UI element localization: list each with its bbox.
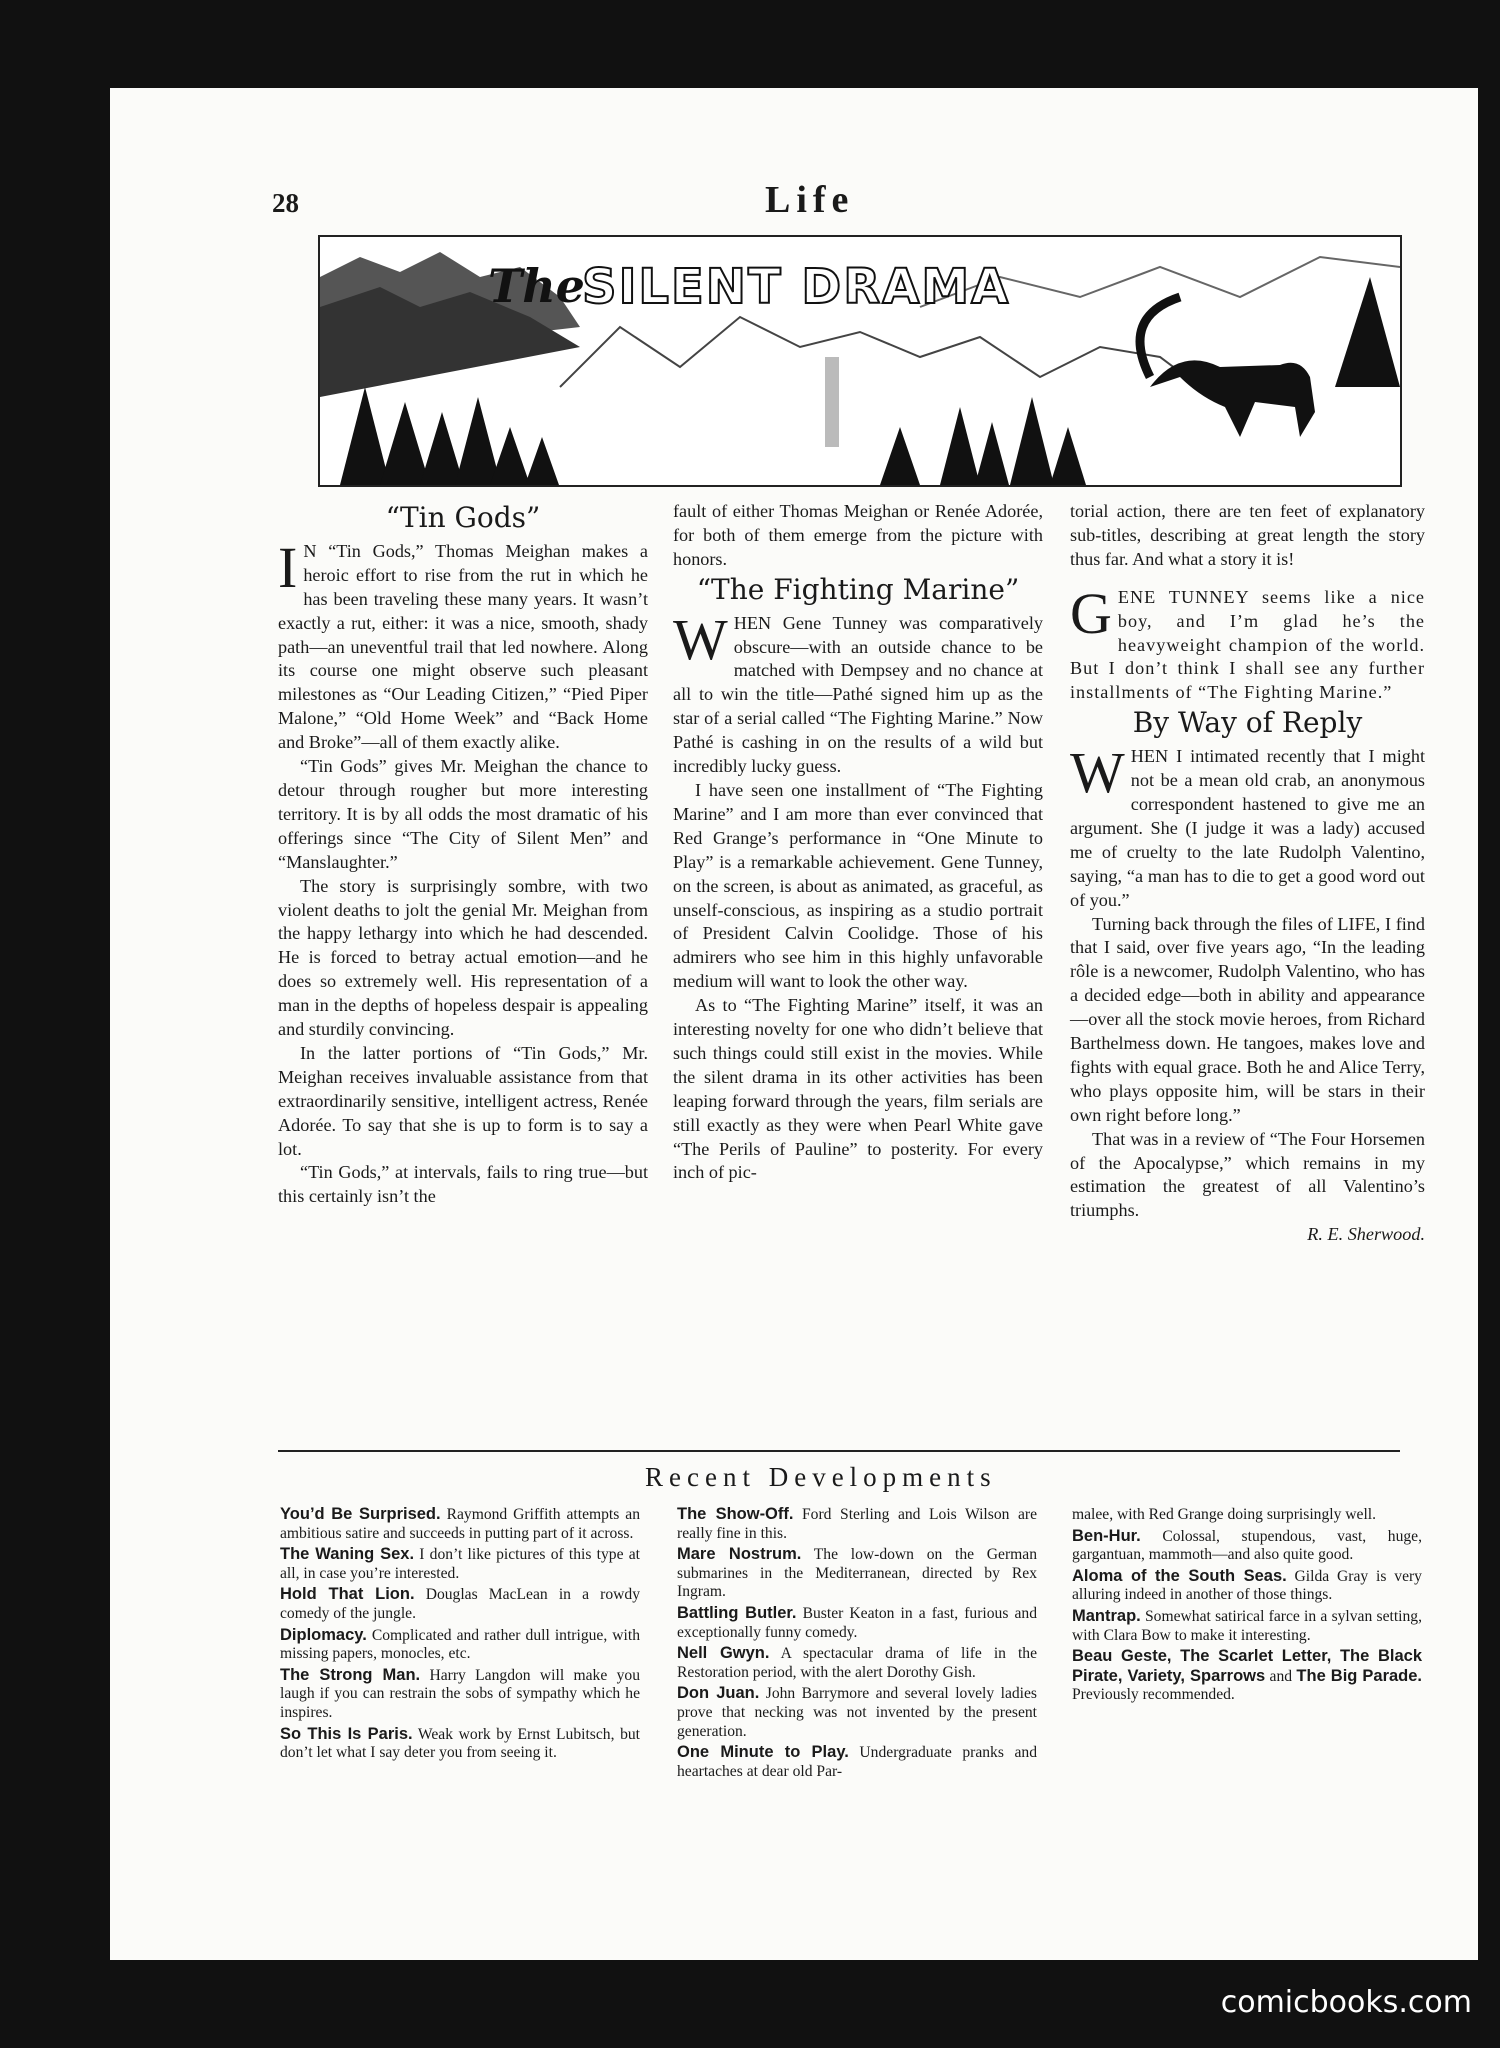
review-entry: Don Juan. John Barrymore and several lovely ladies prove that necking was not invented by the present generation. — [677, 1684, 1037, 1740]
review-entry: The Strong Man. Harry Langdon will make you laugh if you can restrain the sobs of sympathy which he inspires. — [280, 1665, 640, 1721]
paragraph: In the latter portions of “Tin Gods,” Mr. Meighan receives invaluable assistance from that extraordinarily sensitive, intelligent actress, Renée Adorée. To say that she is up to form is to say a lot. — [278, 1042, 648, 1159]
review-entry: Mare Nostrum. The low-down on the German submarines in the Mediterranean, directed by Rex Ingram. — [677, 1545, 1037, 1601]
review-entry: The Waning Sex. I don’t like pictures of this type at all, in case you’re interested. — [280, 1545, 640, 1582]
review-entry: Battling Butler. Buster Keaton in a fast, furious and exceptionally funny comedy. — [677, 1603, 1037, 1641]
author-signature: R. E. Sherwood. — [1307, 1224, 1425, 1245]
recent-column-1 — [280, 1505, 640, 1765]
article-column-1 — [278, 500, 648, 1209]
way-of-reply-heading: By Way of Reply — [1132, 706, 1363, 740]
drop-cap: G — [1070, 580, 1112, 646]
review-entry: Hold That Lion. Douglas MacLean in a rowdy comedy of the jungle. — [280, 1585, 640, 1622]
review-entry: So This Is Paris. Weak work by Ernst Lubitsch, but don’t let what I say deter you from seeing it. — [280, 1724, 641, 1762]
paragraph: That was in a review of “The Four Horsemen of the Apocalypse,” which remains in my estimation the greatest of all Valentino’s triumphs. — [1070, 1128, 1425, 1221]
review-entry: Diplomacy. Complicated and rather dull intrigue, with missing papers, monocles, etc. — [280, 1625, 640, 1663]
paragraph: GENE TUNNEY seems like a nice boy, and I’m glad he’s the heavyweight champion of the world. But I don’t think I shall see any further installments of “The Fighting Marine.” — [1070, 580, 1425, 703]
paragraph: As to “The Fighting Marine” itself, it was an interesting novelty for one who didn’t believe that such things could still exist in the movies. While the silent drama in its other activities has been leaping forward through the years, film serials are still exactly as they were when Pearl White gave “The Perils of Pauline” to posterity. For every inch of pic- — [673, 995, 1043, 1183]
article-column-3 — [1070, 500, 1425, 1247]
review-entry: Beau Geste, The Scarlet Letter, The Black Pirate, Variety, Sparrows and The Big Parade. Previously recommended. — [1072, 1647, 1423, 1704]
paragraph: I have seen one installment of “The Fighting Marine” and I am more than ever convinced that Red Grange’s performance in “One Minute to Play” is a remarkable achievement. Gene Tunney, on the screen, is about as animated, as graceful, as unself-conscious, as inspiring as a studio portrait of President Calvin Coolidge. Those of his admirers who see him in this highly unfavorable medium will want to look the other way. — [673, 779, 1043, 992]
paragraph: “Tin Gods” gives Mr. Meighan the chance to detour through rougher but more interesting territory. It is by all odds the most dramatic of his offerings since “The City of Silent Men” and “Manslaughter.” — [278, 756, 648, 872]
review-entry: Aloma of the South Seas. Gilda Gray is very alluring indeed in another of those things. — [1072, 1566, 1422, 1604]
drop-cap: I — [278, 534, 298, 600]
paragraph: fault of either Thomas Meighan or Renée Adorée, for both of them emerge from the picture with honors. — [673, 501, 1043, 569]
recent-developments-title: Recent Developments — [645, 1462, 997, 1492]
section-divider — [278, 1450, 1400, 1452]
page-number: 28 — [272, 188, 299, 218]
review-entry: Mantrap. Somewhat satirical farce in a sylvan setting, with Clara Bow to make it interesting. — [1072, 1606, 1422, 1644]
drop-cap: W — [673, 606, 728, 672]
recent-column-3 — [1072, 1505, 1422, 1707]
silent-drama-banner — [318, 235, 1402, 487]
tin-gods-heading: “Tin Gods” — [385, 501, 541, 534]
paragraph: I N “Tin Gods,” Thomas Meighan makes a heroic effort to rise from the rut in which he has been traveling these many years. It wasn’t exactly a rut, either: it was a nice, smooth, shady path—an uneventful trail that led nowhere. Along its course one might observe such pleasant milestones as “Our Leading Citizen,” “Pied Piper Malone,” “Old Home Week” and “Back Home and Broke”—all of them exactly alike. — [278, 534, 648, 753]
paragraph: Turning back through the files of LIFE, I find that I said, over five years ago, “In the leading rôle is a newcomer, Rudolph Valentino, who has a decided edge—both in ability and appearance—over all the stock movie heroes, from Richard Barthelmess down. He tangoes, makes love and fights with equal grace. Both he and Alice Terry, who plays opposite him, will be stars in their own right before long.” — [1070, 913, 1425, 1125]
recent-column-2 — [677, 1505, 1037, 1783]
paragraph: “Tin Gods,” at intervals, fails to ring true—but this certainly isn’t the — [278, 1162, 648, 1207]
banner-title: SILENT DRAMA — [582, 259, 1011, 315]
paragraph: WHEN Gene Tunney was comparatively obscure—with an outside chance to be matched with Dempsey and no chance at all to win the title—Pathé signed him up as the star of a serial called “The Fighting Marine.” Now Pathé is cashing in on the results of a wild but incredibly lucky guess. — [673, 606, 1043, 777]
magazine-title: Life — [765, 179, 855, 221]
review-entry: malee, with Red Grange doing surprisingly well. — [1072, 1506, 1377, 1523]
review-entry: Ben-Hur. Colossal, stupendous, vast, huge, gargantuan, mammoth—and also quite good. — [1072, 1526, 1422, 1564]
watermark: comicbooks.com — [1220, 1985, 1472, 2020]
article-column-2 — [673, 500, 1043, 1185]
review-entry: The Show-Off. Ford Sterling and Lois Wilson are really fine in this. — [677, 1505, 1037, 1542]
paragraph: WHEN I intimated recently that I might not be a mean old crab, an anonymous correspondent hastened to give me an argument. She (I judge it was a lady) accused me of cruelty to the late Rudolph Valentino, saying, “a man has to die to get a good word out of you.” — [1070, 740, 1425, 910]
review-entry: One Minute to Play. Undergraduate pranks and heartaches at dear old Par- — [677, 1743, 1037, 1780]
paragraph: The story is surprisingly sombre, with two violent deaths to jolt the genial Mr. Meighan from the happy lethargy into which he had descended. He is forced to betray actual emotion—and he does so extremely well. His representation of a man in the depths of hopeless despair is appealing and sturdily convincing. — [278, 875, 648, 1040]
review-entry: You’d Be Surprised. Raymond Griffith attempts an ambitious satire and succeeds in putting part of it across. — [280, 1505, 641, 1542]
review-entry: Nell Gwyn. A spectacular drama of life in the Restoration period, with the alert Dorothy Gish. — [677, 1644, 1037, 1681]
drop-cap: W — [1070, 740, 1125, 806]
banner-title-script: The — [488, 259, 585, 313]
fighting-marine-heading: “The Fighting Marine” — [696, 572, 1020, 606]
paragraph: torial action, there are ten feet of explanatory sub-titles, describing at great length the story thus far. And what a story it is! — [1070, 501, 1425, 569]
